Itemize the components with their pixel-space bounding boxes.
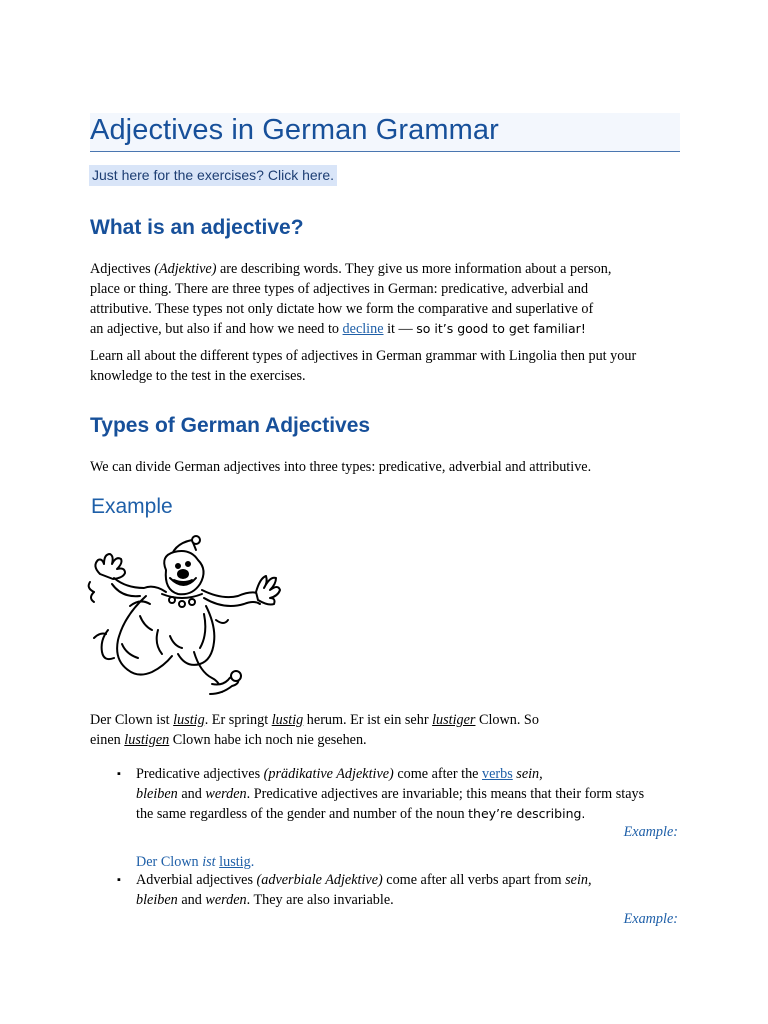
bullet-marker: ▪ bbox=[117, 768, 121, 780]
example-heading: Example bbox=[91, 495, 173, 518]
lustig-link[interactable]: lustig bbox=[219, 854, 251, 870]
clown-paragraph: Der Clown ist lustig. Er springt lustig herum. Er ist ein sehr lustiger Clown. So einen lustigen Clown habe ich noch nie gesehen. bbox=[90, 712, 539, 748]
types-paragraph: We can divide German adjectives into three types: predicative, adverbial and attributive. bbox=[90, 459, 592, 475]
bullet-adverbial: Adverbial adjectives (adverbiale Adjektive) come after all verbs apart from sein, bleiben and werden. They are also invariable. bbox=[136, 872, 592, 908]
example-sentence: Der Clown ist lustig. bbox=[136, 854, 255, 870]
page-title: Adjectives in German Grammar bbox=[90, 114, 499, 146]
bullet-marker: ▪ bbox=[117, 874, 121, 886]
intro-paragraph: Adjectives (Adjektive) are describing words. They give us more information about a person, place or thing. There are three types of adjectives in German: predicative, adverbial and attributive. These types not only dictate how we form the comparative and superlative of an adjective, but also if and how we need to decline it — so it’s good to get familiar! bbox=[90, 261, 612, 337]
learn-paragraph: Learn all about the different types of adjectives in German grammar with Lingolia then put your knowledge to the test in the exercises. bbox=[90, 348, 637, 384]
clown-illustration bbox=[86, 534, 282, 696]
example-label: Example: bbox=[623, 911, 678, 927]
title-bar bbox=[90, 113, 680, 152]
section-heading-types: Types of German Adjectives bbox=[90, 414, 371, 437]
example-label: Example: bbox=[623, 824, 678, 840]
bullet-predicative: Predicative adjectives (prädikative Adjektive) come after the verbs sein, bleiben and werden. Predicative adjectives are invariable; this means that their form stays the same regardless of the gender and number of the noun they’re describing. bbox=[136, 766, 645, 822]
decline-link[interactable]: decline bbox=[342, 321, 384, 337]
exercises-link[interactable]: Just here for the exercises? Click here. bbox=[89, 165, 337, 186]
section-heading-what-is: What is an adjective? bbox=[90, 216, 304, 239]
verbs-link[interactable]: verbs bbox=[482, 766, 513, 782]
